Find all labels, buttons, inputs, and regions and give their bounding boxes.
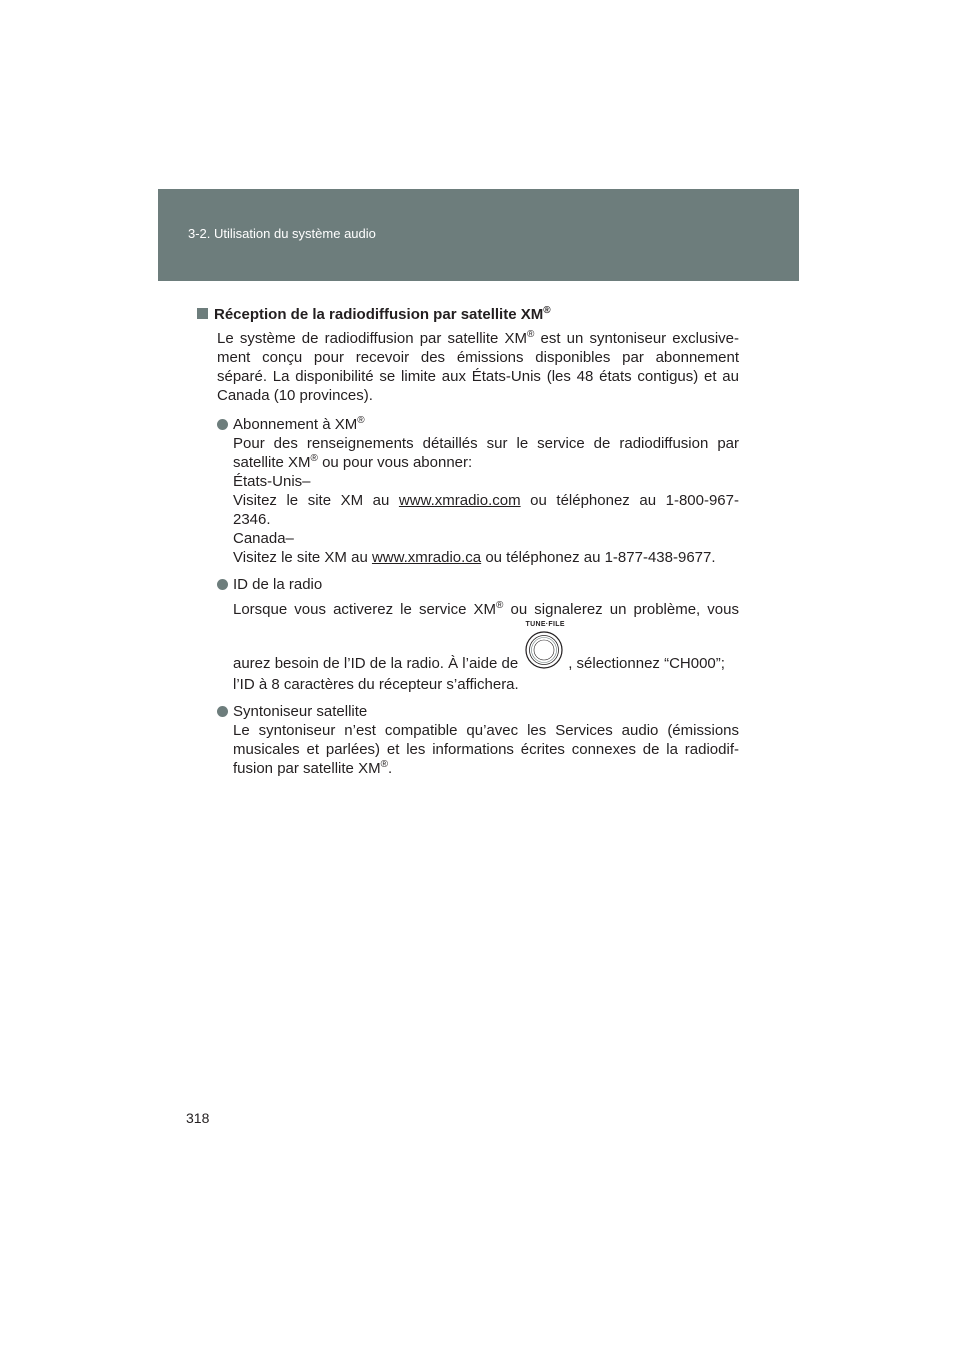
section-heading: [197, 305, 739, 324]
tuner-line-1: Le syntoniseur n’est compatible qu’avec les Services audio (émissions: [233, 722, 739, 739]
tuner-line-3: fusion par satellite XM®.: [233, 759, 393, 777]
knob-label: TUNE·FILE: [525, 621, 565, 628]
tuner-title: Syntoniseur satellite: [233, 703, 368, 720]
list-item-radio-id: [197, 575, 739, 694]
intro-line-3: séparé. La disponibilité se limite aux États-Unis (les 48 états contigus) et au: [217, 368, 739, 385]
intro-line-4: Canada (10 provinces).: [217, 387, 373, 404]
section-title: 3-2. Utilisation du système audio: [188, 226, 376, 241]
radio-id-line-1: Lorsque vous activerez le service XM® ou signalerez un problème, vous: [233, 600, 739, 618]
intro-line-2: ment conçu pour recevoir des émissions disponibles par abonnement: [217, 349, 739, 366]
circle-bullet-icon: [217, 419, 228, 430]
subscription-us-phone-end: 2346.: [233, 511, 271, 528]
subscription-line-1: Pour des renseignements détaillés sur le service de radiodiffusion par: [233, 435, 739, 452]
xmradio-com-link[interactable]: www.xmradio.com: [398, 492, 521, 509]
circle-bullet-icon: [217, 706, 228, 717]
subscription-us-line: Visitez le site XM au www.xmradio.com ou téléphonez au 1-800-967-: [233, 492, 739, 509]
radio-id-line-2: aurez besoin de l’ID de la radio. À l’aide de TUNE·FILE , sélectionnez “CH000”;: [233, 621, 725, 672]
tuner-line-2: musicales et parlées) et les informations écrites connexes de la radiodif-: [233, 741, 739, 758]
square-marker-icon: [197, 308, 208, 319]
section-header-bar: [158, 189, 799, 281]
page-number: 318: [186, 1110, 210, 1126]
radio-id-title: ID de la radio: [233, 576, 323, 593]
subscription-title: Abonnement à XM®: [233, 415, 365, 433]
circle-bullet-icon: [217, 579, 228, 590]
subscription-canada-line: Visitez le site XM au www.xmradio.ca ou téléphonez au 1-877-438-9677.: [233, 549, 716, 566]
list-item-satellite-tuner: [197, 702, 739, 778]
registered-mark: ®: [543, 305, 551, 316]
heading-text: Réception de la radiodiffusion par satellite XM: [214, 306, 544, 323]
intro-paragraph: [197, 329, 739, 405]
radio-id-line-3: l’ID à 8 caractères du récepteur s’affichera.: [233, 676, 519, 693]
list-item-subscription: [197, 415, 739, 567]
intro-line-1: Le système de radiodiffusion par satellite XM® est un syntoniseur exclusive-: [217, 329, 739, 347]
xmradio-ca-link[interactable]: www.xmradio.ca: [371, 549, 482, 566]
subscription-canada-label: Canada–: [233, 530, 294, 547]
subscription-line-2: satellite XM® ou pour vous abonner:: [233, 453, 473, 471]
page-content: [197, 305, 739, 786]
subscription-us-label: États-Unis–: [233, 473, 311, 490]
tune-file-knob-icon: [524, 621, 564, 673]
